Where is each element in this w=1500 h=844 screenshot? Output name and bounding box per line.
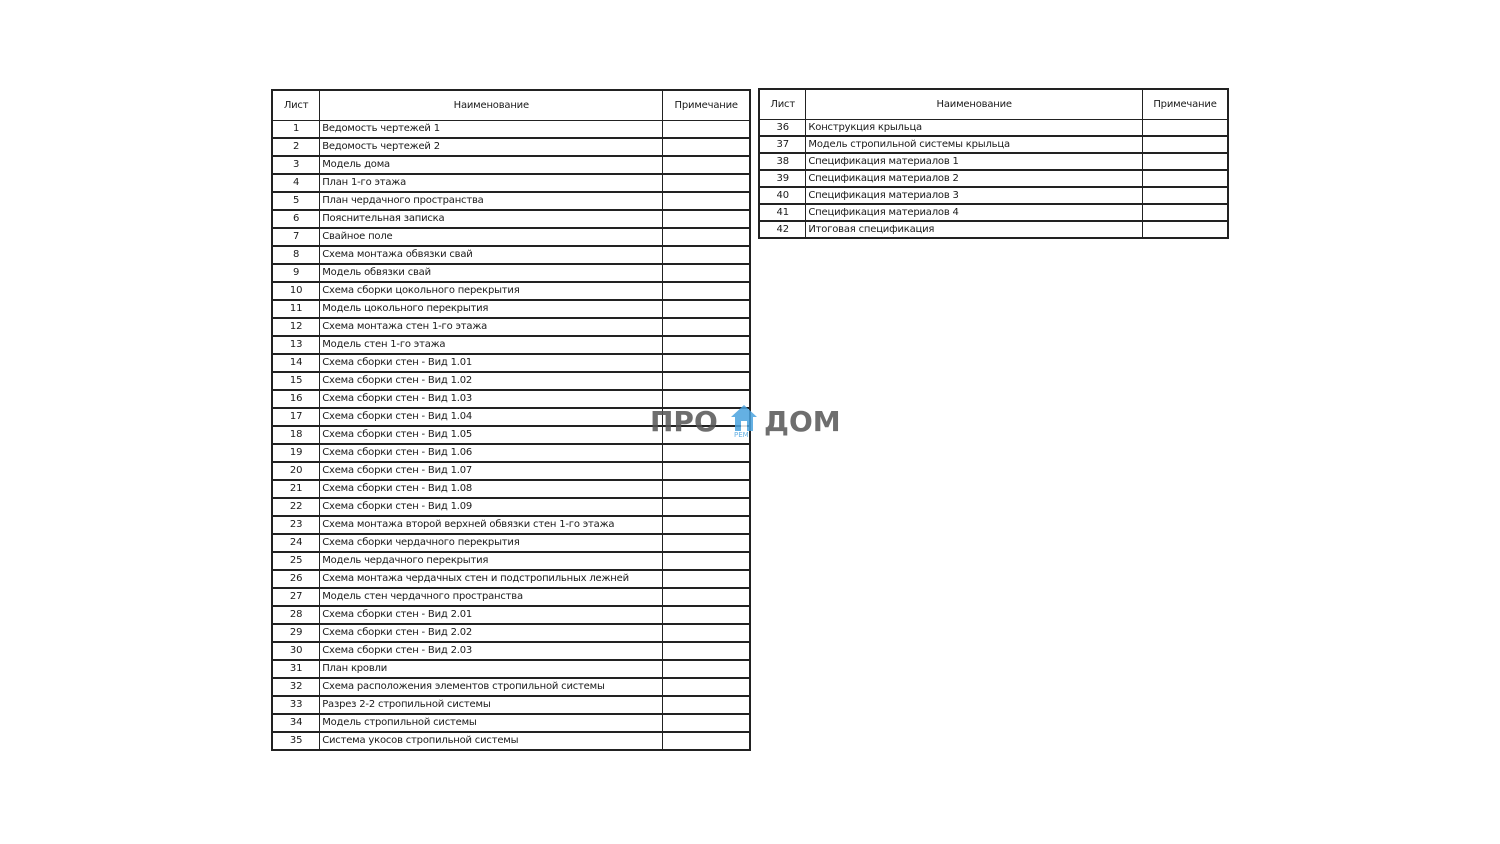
sheet-note-cell [1143, 170, 1228, 187]
sheet-number-cell: 18 [272, 426, 320, 444]
sheet-name-cell: Модель дома [320, 156, 663, 174]
table-row [272, 552, 750, 570]
sheet-name-cell: Схема сборки стен - Вид 1.08 [320, 480, 663, 498]
sheet-number-cell: 14 [272, 354, 320, 372]
sheet-note-cell [663, 210, 750, 228]
sheet-note-cell [663, 498, 750, 516]
sheet-number-cell: 1 [272, 121, 320, 139]
sheet-name-cell: Система укосов стропильной системы [320, 732, 663, 750]
sheet-number-cell: 25 [272, 552, 320, 570]
sheet-note-cell [1143, 136, 1228, 153]
sheet-note-cell [663, 534, 750, 552]
sheet-number-cell: 42 [759, 221, 806, 238]
sheet-name-cell: Итоговая спецификация [806, 221, 1143, 238]
watermark-text-right: ДОМ [764, 405, 841, 438]
table-row [272, 174, 750, 192]
sheet-note-cell [663, 138, 750, 156]
table-row [272, 264, 750, 282]
sheet-name-cell: Ведомость чертежей 1 [320, 121, 663, 139]
sheet-name-cell: Ведомость чертежей 2 [320, 138, 663, 156]
sheet-note-cell [663, 462, 750, 480]
sheet-name-cell: Схема сборки стен - Вид 2.02 [320, 624, 663, 642]
sheet-number-cell: 34 [272, 714, 320, 732]
sheet-number-cell: 15 [272, 372, 320, 390]
table-row [272, 282, 750, 300]
table-row [759, 136, 1228, 153]
sheet-name-cell: Схема сборки стен - Вид 1.04 [320, 408, 663, 426]
sheet-note-cell [663, 121, 750, 139]
sheet-name-cell: Схема сборки стен - Вид 1.09 [320, 498, 663, 516]
sheet-name-cell: Схема сборки стен - Вид 2.01 [320, 606, 663, 624]
table-row [272, 444, 750, 462]
sheet-number-cell: 8 [272, 246, 320, 264]
table-row [272, 678, 750, 696]
sheet-note-cell [663, 588, 750, 606]
table-row [272, 642, 750, 660]
sheet-name-cell: Модель цокольного перекрытия [320, 300, 663, 318]
sheet-name-cell: Спецификация материалов 4 [806, 204, 1143, 221]
sheet-name-cell: Спецификация материалов 3 [806, 187, 1143, 204]
table-row [272, 300, 750, 318]
sheet-number-cell: 36 [759, 120, 806, 137]
sheet-note-cell [663, 714, 750, 732]
table-header-row [759, 89, 1228, 120]
table-row [272, 588, 750, 606]
sheet-name-cell: Спецификация материалов 1 [806, 153, 1143, 170]
header-sheet: Лист [759, 89, 806, 120]
sheet-number-cell: 28 [272, 606, 320, 624]
sheet-name-cell: План чердачного пространства [320, 192, 663, 210]
sheet-number-cell: 41 [759, 204, 806, 221]
sheet-note-cell [663, 642, 750, 660]
sheet-note-cell [663, 318, 750, 336]
sheet-number-cell: 5 [272, 192, 320, 210]
sheet-note-cell [663, 228, 750, 246]
sheet-note-cell [663, 264, 750, 282]
sheet-number-cell: 37 [759, 136, 806, 153]
sheet-number-cell: 27 [272, 588, 320, 606]
table-row [272, 228, 750, 246]
sheet-note-cell [663, 192, 750, 210]
sheet-name-cell: Схема монтажа стен 1-го этажа [320, 318, 663, 336]
sheet-number-cell: 10 [272, 282, 320, 300]
table-body-right [759, 120, 1228, 239]
header-name: Наименование [806, 89, 1143, 120]
sheet-note-cell [663, 606, 750, 624]
sheet-name-cell: Модель стен чердачного пространства [320, 588, 663, 606]
sheet-note-cell [663, 624, 750, 642]
sheet-name-cell: Схема монтажа чердачных стен и подстропильных лежней [320, 570, 663, 588]
sheet-note-cell [663, 174, 750, 192]
table-row [272, 354, 750, 372]
sheet-note-cell [1143, 204, 1228, 221]
sheet-name-cell: План кровли [320, 660, 663, 678]
sheet-note-cell [1143, 120, 1228, 137]
sheet-number-cell: 22 [272, 498, 320, 516]
watermark-text-left: ПРО [650, 405, 718, 438]
sheet-name-cell: Модель стен 1-го этажа [320, 336, 663, 354]
sheet-number-cell: 31 [272, 660, 320, 678]
sheet-name-cell: Схема сборки стен - Вид 1.06 [320, 444, 663, 462]
table-row [272, 121, 750, 139]
sheet-name-cell: Модель стропильной системы [320, 714, 663, 732]
sheet-name-cell: Схема сборки цокольного перекрытия [320, 282, 663, 300]
sheet-name-cell: Схема сборки стен - Вид 1.07 [320, 462, 663, 480]
table-row [272, 372, 750, 390]
sheet-number-cell: 9 [272, 264, 320, 282]
sheet-name-cell: Схема монтажа обвязки свай [320, 246, 663, 264]
watermark-subtext: РЕМ [734, 431, 749, 439]
table-row [759, 204, 1228, 221]
sheet-note-cell [663, 660, 750, 678]
sheet-note-cell [663, 732, 750, 750]
header-sheet: Лист [272, 90, 320, 121]
sheet-number-cell: 11 [272, 300, 320, 318]
table-row [272, 660, 750, 678]
sheet-name-cell: Конструкция крыльца [806, 120, 1143, 137]
sheet-number-cell: 7 [272, 228, 320, 246]
sheet-note-cell [1143, 221, 1228, 238]
sheet-name-cell: Схема сборки стен - Вид 1.01 [320, 354, 663, 372]
sheet-number-cell: 26 [272, 570, 320, 588]
table-row [272, 156, 750, 174]
sheet-name-cell: Модель обвязки свай [320, 264, 663, 282]
table-row [759, 221, 1228, 238]
table-row [272, 210, 750, 228]
table-row [759, 187, 1228, 204]
table-row [272, 696, 750, 714]
table-row [272, 192, 750, 210]
sheet-note-cell [663, 444, 750, 462]
table-row [272, 336, 750, 354]
sheet-name-cell: Схема сборки стен - Вид 2.03 [320, 642, 663, 660]
sheet-number-cell: 13 [272, 336, 320, 354]
sheet-name-cell: Схема монтажа второй верхней обвязки стен 1-го этажа [320, 516, 663, 534]
header-note: Примечание [1143, 89, 1228, 120]
sheet-note-cell [1143, 187, 1228, 204]
table-row [272, 516, 750, 534]
sheet-name-cell: План 1-го этажа [320, 174, 663, 192]
sheet-number-cell: 30 [272, 642, 320, 660]
sheet-note-cell [663, 246, 750, 264]
sheet-name-cell: Спецификация материалов 2 [806, 170, 1143, 187]
prodom-watermark-logo [650, 403, 850, 443]
sheet-number-cell: 17 [272, 408, 320, 426]
sheet-note-cell [663, 552, 750, 570]
table-header-row [272, 90, 750, 121]
header-note: Примечание [663, 90, 750, 121]
sheet-name-cell: Схема сборки стен - Вид 1.05 [320, 426, 663, 444]
table-row [272, 570, 750, 588]
table-row [272, 732, 750, 750]
sheet-note-cell [663, 354, 750, 372]
sheet-number-cell: 2 [272, 138, 320, 156]
sheet-number-cell: 12 [272, 318, 320, 336]
sheet-number-cell: 24 [272, 534, 320, 552]
sheet-name-cell: Пояснительная записка [320, 210, 663, 228]
sheet-note-cell [1143, 153, 1228, 170]
table-row [272, 138, 750, 156]
sheet-name-cell: Разрез 2-2 стропильной системы [320, 696, 663, 714]
sheet-name-cell: Модель чердачного перекрытия [320, 552, 663, 570]
sheet-name-cell: Свайное поле [320, 228, 663, 246]
sheet-number-cell: 21 [272, 480, 320, 498]
table-row [272, 246, 750, 264]
sheet-number-cell: 40 [759, 187, 806, 204]
sheet-name-cell: Схема сборки стен - Вид 1.03 [320, 390, 663, 408]
sheet-number-cell: 35 [272, 732, 320, 750]
sheet-number-cell: 39 [759, 170, 806, 187]
table-row [272, 624, 750, 642]
table-row [272, 318, 750, 336]
sheet-note-cell [663, 678, 750, 696]
sheet-number-cell: 4 [272, 174, 320, 192]
sheet-number-cell: 33 [272, 696, 320, 714]
table-row [759, 153, 1228, 170]
sheet-note-cell [663, 480, 750, 498]
table-row [272, 606, 750, 624]
sheet-number-cell: 38 [759, 153, 806, 170]
sheet-number-cell: 29 [272, 624, 320, 642]
table-row [759, 170, 1228, 187]
sheet-number-cell: 16 [272, 390, 320, 408]
sheet-note-cell [663, 696, 750, 714]
sheet-number-cell: 20 [272, 462, 320, 480]
sheet-name-cell: Модель стропильной системы крыльца [806, 136, 1143, 153]
table-row [272, 462, 750, 480]
sheet-number-cell: 32 [272, 678, 320, 696]
sheet-name-cell: Схема расположения элементов стропильной системы [320, 678, 663, 696]
sheet-note-cell [663, 336, 750, 354]
sheet-number-cell: 19 [272, 444, 320, 462]
sheet-note-cell [663, 570, 750, 588]
sheet-note-cell [663, 282, 750, 300]
sheet-number-cell: 3 [272, 156, 320, 174]
sheet-name-cell: Схема сборки стен - Вид 1.02 [320, 372, 663, 390]
sheet-note-cell [663, 372, 750, 390]
sheet-name-cell: Схема сборки чердачного перекрытия [320, 534, 663, 552]
sheet-note-cell [663, 516, 750, 534]
table-row [272, 534, 750, 552]
sheet-number-cell: 6 [272, 210, 320, 228]
header-name: Наименование [320, 90, 663, 121]
table-row [272, 480, 750, 498]
table-row [272, 714, 750, 732]
sheet-note-cell [663, 156, 750, 174]
table-row [272, 498, 750, 516]
sheet-number-cell: 23 [272, 516, 320, 534]
sheet-note-cell [663, 300, 750, 318]
table-row [759, 120, 1228, 137]
drawings-list-table-right [758, 88, 1229, 239]
